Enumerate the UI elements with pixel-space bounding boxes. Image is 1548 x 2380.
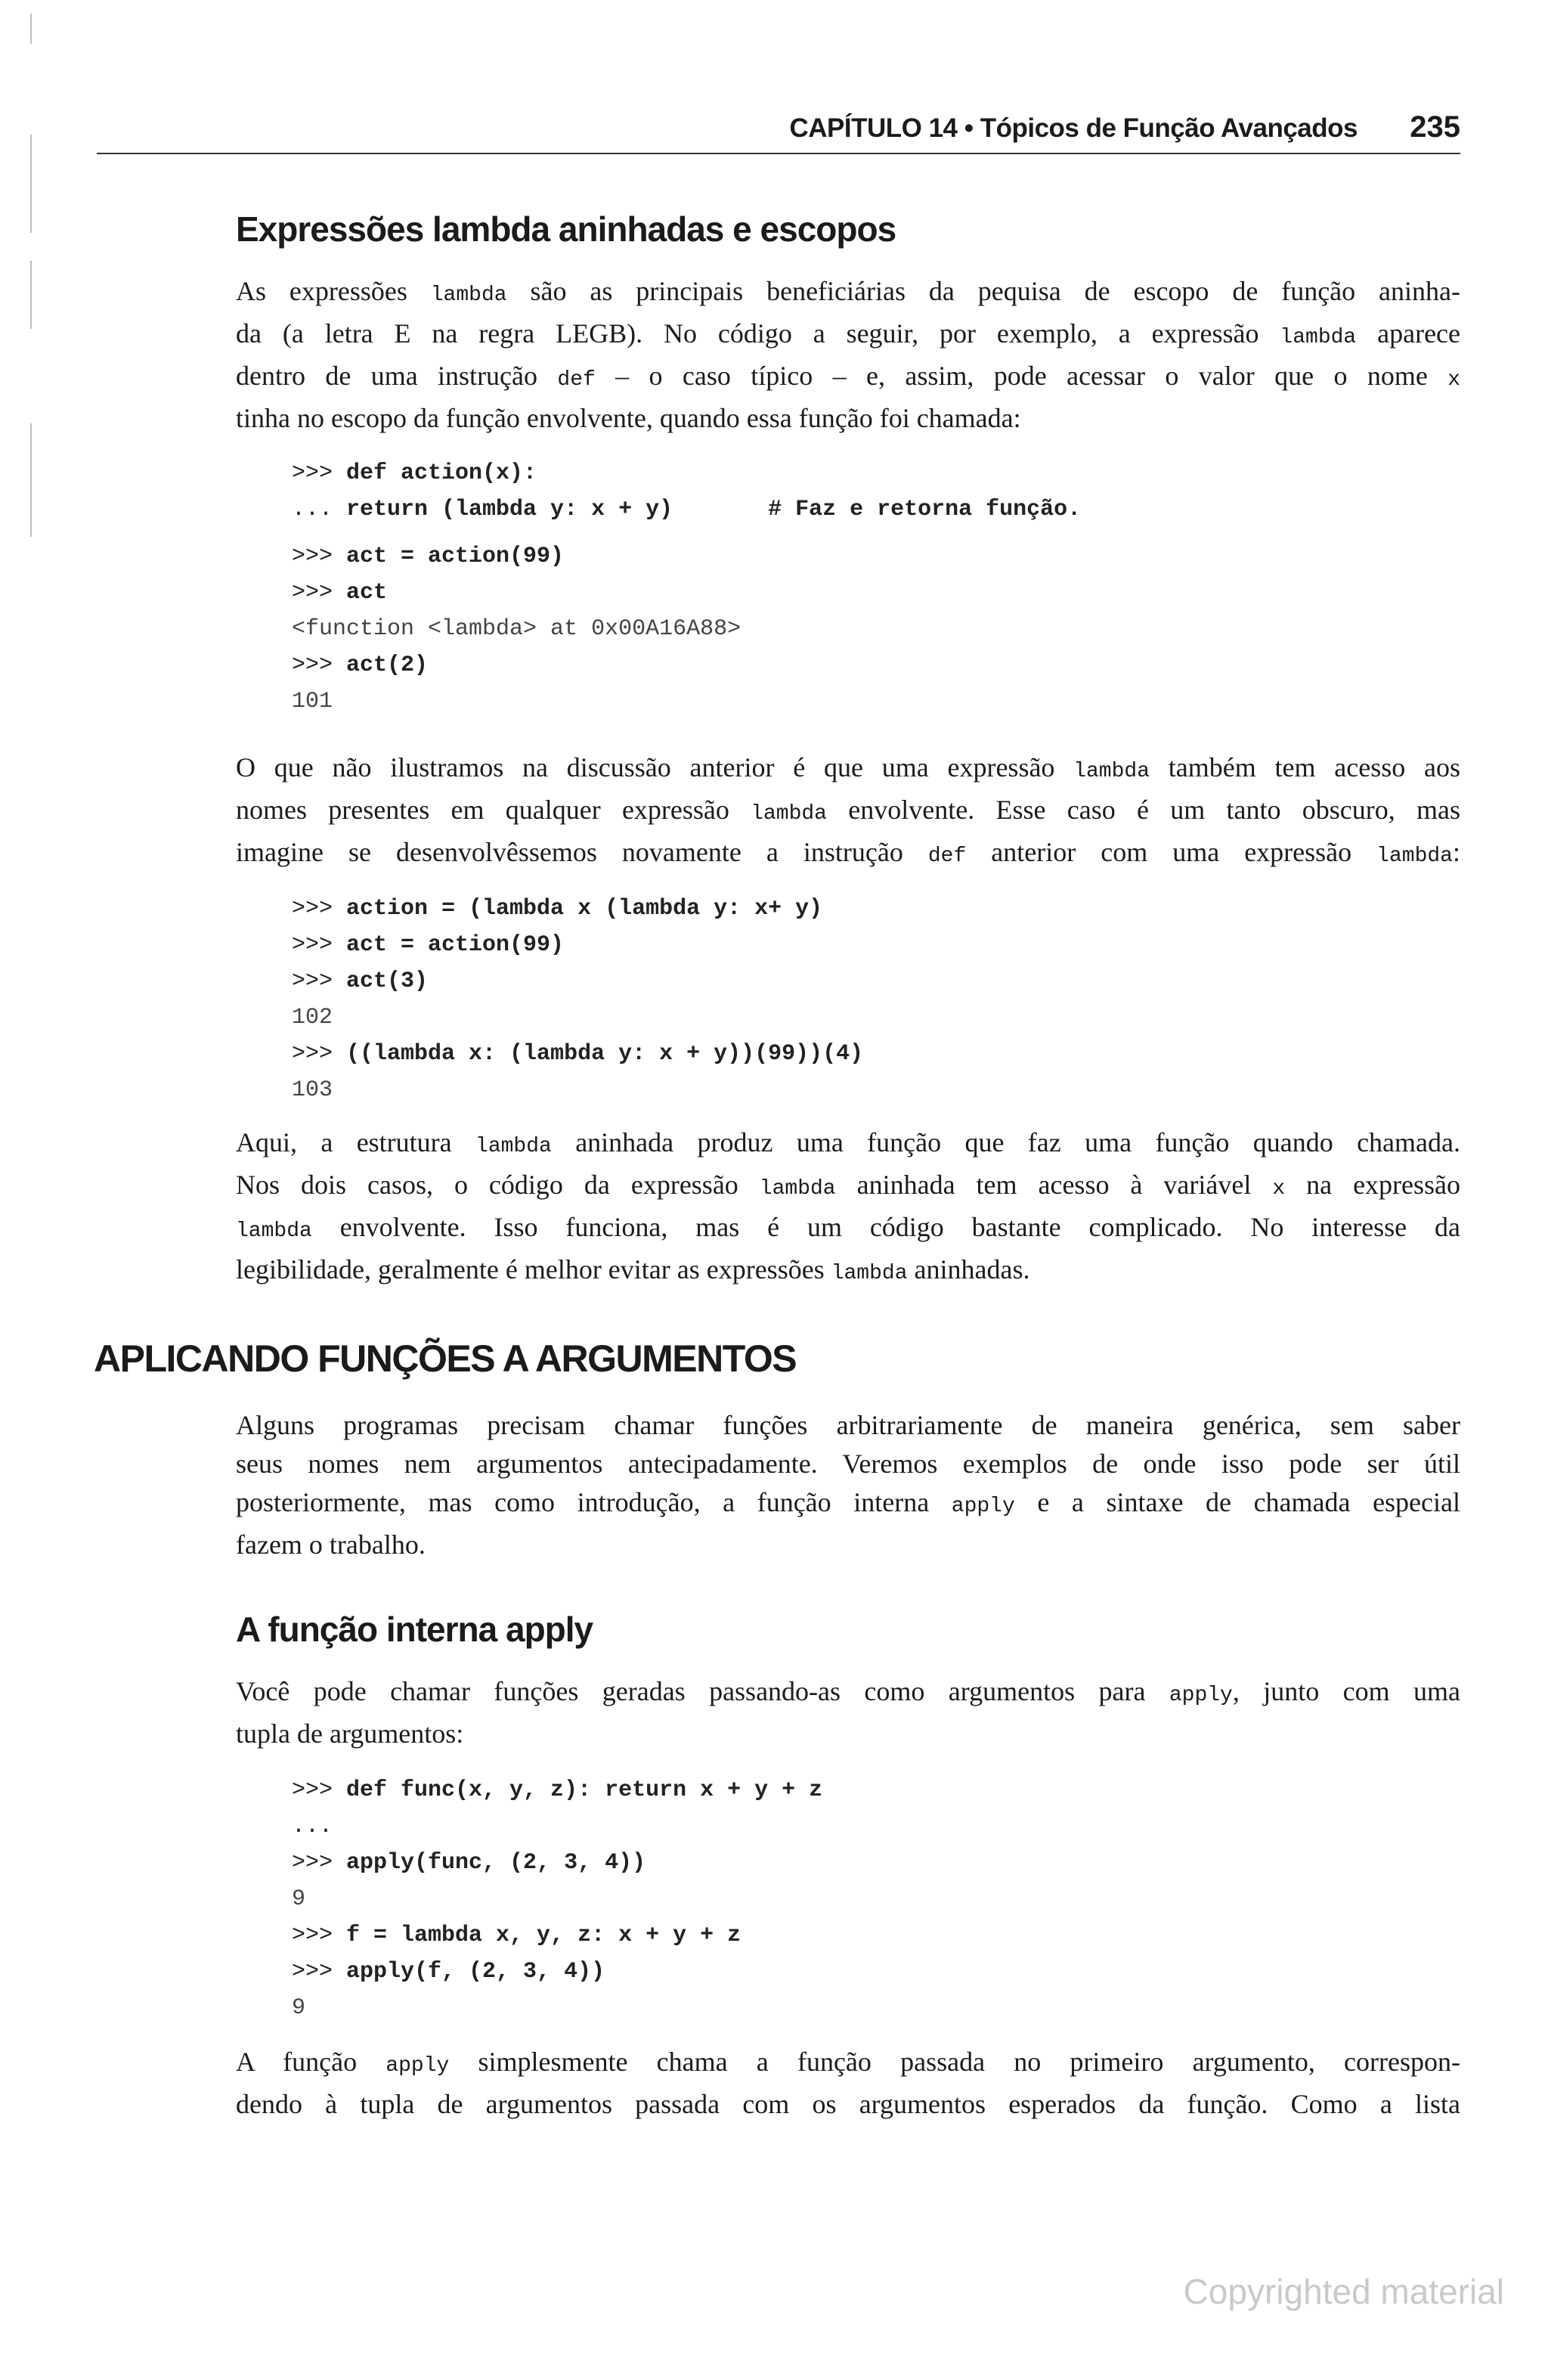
- text-segment: aninhada produz uma função que faz uma função quando chamada.: [551, 1127, 1460, 1157]
- text-segment: e a sintaxe de chamada especial: [1014, 1487, 1460, 1517]
- code-statement: apply(f, (2, 3, 4)): [346, 1959, 605, 1985]
- text-segment: seus nomes nem argumentos antecipadamente. Veremos exemplos de onde isso pode ser útil: [236, 1449, 1460, 1479]
- code-prompt: >>>: [292, 1923, 347, 1948]
- text-line: [236, 2085, 1460, 2124]
- text-segment: dentro de uma instrução: [236, 361, 558, 391]
- text-segment: aninhadas.: [907, 1254, 1030, 1285]
- text-segment: imagine se desenvolvêssemos novamente a instrução: [236, 837, 928, 867]
- section-heading-apply-functions: APLICANDO FUNÇÕES A ARGUMENTOS: [94, 1337, 797, 1380]
- code-prompt: >>>: [292, 1959, 347, 1985]
- text-segment: legibilidade, geralmente é melhor evitar as expressões: [236, 1254, 831, 1285]
- text-line: [236, 357, 1460, 399]
- text-segment: fazem o trabalho.: [236, 1529, 426, 1560]
- section-heading-apply-builtin: A função interna apply: [236, 1610, 593, 1649]
- code-statement: act(3): [346, 968, 429, 994]
- inline-code: apply: [1169, 1684, 1233, 1707]
- running-header: [97, 104, 1460, 154]
- code-prompt: >>>: [292, 896, 347, 922]
- watermark: Copyrighted material: [1183, 2272, 1504, 2311]
- code-prompt: >>>: [292, 968, 347, 994]
- text-segment: nomes presentes em qualquer expressão: [236, 795, 751, 825]
- text-segment: da (a letra E na regra LEGB). No código a seguir, por exemplo, a expressão: [236, 318, 1280, 349]
- code-statement: f = lambda x, y, z: x + y + z: [346, 1923, 741, 1948]
- chapter-title: CAPÍTULO 14 • Tópicos de Função Avançados: [789, 113, 1358, 143]
- inline-code: lambda: [430, 284, 507, 307]
- code-line: [292, 575, 1081, 611]
- code-prompt: >>>: [292, 544, 347, 569]
- text-line: [236, 272, 1460, 315]
- code-statement: apply(func, (2, 3, 4)): [346, 1850, 646, 1876]
- text-segment: – o caso típico – e, assim, pode acessar o valor que o nome: [595, 361, 1448, 391]
- text-line: [236, 1445, 1460, 1483]
- code-statement: def func(x, y, z): return x + y + z: [346, 1777, 823, 1803]
- code-line: [292, 1917, 822, 1954]
- text-line: [236, 748, 1460, 791]
- paragraph: [236, 1672, 1460, 1753]
- page-number: 235: [1410, 110, 1460, 144]
- inline-code: def: [927, 844, 967, 868]
- text-segment: envolvente. Esse caso é um tanto obscuro, mas: [827, 795, 1460, 825]
- code-line: [292, 1845, 822, 1881]
- inline-code: lambda: [1073, 760, 1150, 783]
- text-line: [236, 1672, 1460, 1715]
- code-statement: return (lambda y: x + y) # Faz e retorna função.: [346, 497, 1082, 522]
- paragraph: [236, 1123, 1460, 1293]
- code-output: 103: [292, 1077, 333, 1103]
- text-line: [236, 315, 1460, 357]
- paragraph: [236, 2043, 1460, 2124]
- text-segment: O que não ilustramos na discussão anterior é que uma expressão: [236, 752, 1074, 782]
- text-segment: :: [1452, 837, 1460, 867]
- inline-code: x: [1447, 368, 1460, 392]
- code-output: 9: [292, 1886, 306, 1912]
- inline-code: def: [557, 368, 596, 392]
- paragraph: [236, 1406, 1460, 1564]
- text-segment: Nos dois casos, o código da expressão: [236, 1170, 760, 1200]
- code-prompt: >>>: [292, 580, 347, 606]
- code-line: [292, 611, 1081, 647]
- text-segment: aninhada tem acesso à variável: [835, 1170, 1273, 1200]
- code-line: [292, 1881, 822, 1917]
- text-line: [236, 833, 1460, 875]
- code-line: [292, 891, 863, 927]
- code-statement: act(2): [346, 652, 429, 678]
- text-segment: As expressões: [236, 276, 431, 306]
- code-prompt: ...: [292, 1814, 333, 1839]
- inline-code: lambda: [751, 802, 827, 826]
- text-line: [236, 1123, 1460, 1166]
- code-line: [292, 1990, 822, 2026]
- inline-code: x: [1272, 1177, 1286, 1201]
- text-segment: Alguns programas precisam chamar funções arbitrariamente de maneira genérica, sem saber: [236, 1410, 1460, 1440]
- code-line: [292, 538, 1081, 575]
- code-line: [292, 1772, 822, 1808]
- code-statement: act = action(99): [346, 544, 565, 569]
- code-output: 9: [292, 1995, 306, 2021]
- text-segment: são as principais beneficiárias da pequisa de escopo de função aninha-: [506, 276, 1460, 306]
- code-line: [292, 1036, 863, 1072]
- inline-code: lambda: [759, 1177, 836, 1201]
- code-line: [292, 1808, 822, 1845]
- text-segment: Você pode chamar funções geradas passando-as como argumentos para: [236, 1676, 1169, 1706]
- text-segment: , junto com uma: [1232, 1676, 1461, 1706]
- text-segment: tinha no escopo da função envolvente, quando essa função foi chamada:: [236, 403, 1021, 433]
- text-line: [236, 1166, 1460, 1208]
- code-line: [292, 647, 1081, 683]
- text-line: [236, 1406, 1460, 1445]
- code-statement: def action(x):: [346, 460, 537, 486]
- inline-code: apply: [385, 2054, 450, 2078]
- code-statement: act = action(99): [346, 932, 565, 958]
- code-prompt: >>>: [292, 1777, 347, 1803]
- text-segment: envolvente. Isso funciona, mas é um código bastante complicado. No interesse da: [311, 1212, 1460, 1242]
- code-statement: act: [346, 580, 388, 606]
- text-segment: na expressão: [1285, 1170, 1461, 1200]
- code-line: [292, 927, 863, 963]
- text-line: [236, 791, 1460, 833]
- code-statement: action = (lambda x (lambda y: x+ y): [346, 896, 823, 922]
- inline-code: lambda: [1376, 844, 1453, 868]
- text-segment: dendo à tupla de argumentos passada com os argumentos esperados da função. Como a lista: [236, 2089, 1460, 2119]
- code-block: [292, 891, 863, 1108]
- inline-code: apply: [951, 1495, 1015, 1518]
- inline-code: lambda: [236, 1219, 312, 1243]
- code-statement: ((lambda x: (lambda y: x + y))(99))(4): [346, 1041, 864, 1067]
- code-output: 102: [292, 1005, 333, 1030]
- code-prompt: >>>: [292, 460, 347, 486]
- code-prompt: >>>: [292, 932, 347, 958]
- code-block: [292, 455, 1081, 720]
- code-line: [292, 683, 1081, 720]
- text-segment: anterior com uma expressão: [966, 837, 1377, 867]
- text-line: [236, 1483, 1460, 1526]
- code-prompt: >>>: [292, 1850, 347, 1876]
- text-line: [236, 2043, 1460, 2085]
- text-line: [236, 1526, 1460, 1564]
- code-prompt: >>>: [292, 652, 347, 678]
- code-prompt: ...: [292, 497, 347, 522]
- text-line: [236, 1715, 1460, 1753]
- text-segment: aparece: [1356, 318, 1460, 349]
- text-segment: simplesmente chama a função passada no primeiro argumento, correspon-: [449, 2047, 1460, 2077]
- text-segment: posteriormente, mas como introdução, a função interna: [236, 1487, 952, 1517]
- code-line: [292, 1072, 863, 1108]
- code-output: <function <lambda> at 0x00A16A88>: [292, 616, 741, 642]
- inline-code: lambda: [475, 1135, 552, 1158]
- code-line: [292, 963, 863, 999]
- code-line: [292, 455, 1081, 491]
- code-line: [292, 1954, 822, 1990]
- code-output: 101: [292, 689, 333, 714]
- section-heading-lambda-scopes: Expressões lambda aninhadas e escopos: [236, 209, 896, 249]
- code-block: [292, 1772, 822, 2026]
- inline-code: lambda: [831, 1262, 908, 1285]
- text-line: [236, 1208, 1460, 1250]
- text-line: [236, 399, 1460, 438]
- text-segment: também tem acesso aos: [1150, 752, 1460, 782]
- code-line: [292, 999, 863, 1036]
- code-line: [292, 491, 1081, 528]
- text-segment: Aqui, a estrutura: [236, 1127, 476, 1157]
- text-line: [236, 1250, 1460, 1293]
- paragraph: [236, 748, 1460, 875]
- paragraph: [236, 272, 1460, 438]
- inline-code: lambda: [1280, 326, 1357, 349]
- text-segment: tupla de argumentos:: [236, 1718, 464, 1749]
- text-segment: A função: [236, 2047, 386, 2077]
- code-prompt: >>>: [292, 1041, 347, 1067]
